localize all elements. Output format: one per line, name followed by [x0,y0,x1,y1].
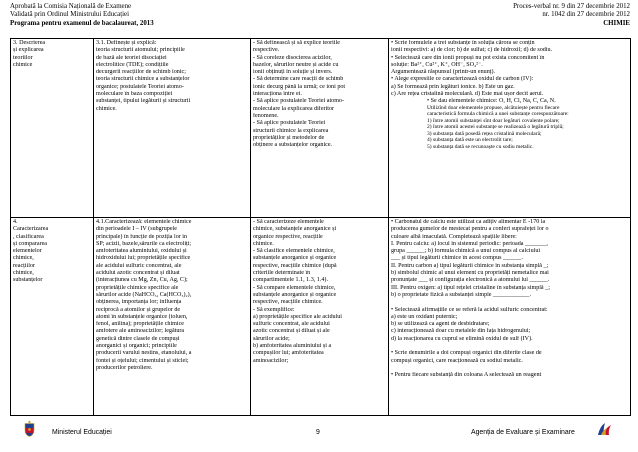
cell-text-line: chimice, [13,255,34,262]
cell-text-line: genetică dintre clasele de compuși [96,335,180,342]
cell-text-line: chimice, substanțele anorganice și [253,226,337,233]
agency-logo-icon [597,422,613,436]
cell-text-line: hidroxidului lui; proprietățile specifice [96,255,191,262]
cell-text-line: chimice. [96,105,117,112]
cell-text-line: sărurilor acide (NaHCO₃, Ca(HCO₃)₂), [96,291,192,298]
cell-text-line: culoare albă imaculată. Completează spațiile libere: [391,233,517,240]
cell-text-line [391,365,628,372]
cell-text-line: substanței, tipului legăturii și structurii [96,98,191,105]
curriculum-table [10,38,631,416]
cell-text-line: ionii obținuți în soluție și invers. [253,69,333,76]
cell-text-line: • Scrie formulele a trei substanțe în soluția cărora se conțin [391,40,535,46]
cell-text-line: atomi în substanțele organice (toluen, [96,313,188,320]
cell-lines [13,40,91,69]
cell-text-line: (interacțiunea cu Mg, Zn, Cu, Ag, C); [96,277,188,284]
cell-text-line: aminoacizilor; [253,357,289,364]
cell-text-line: interacționa între ei. [253,91,302,98]
cell-text-line: respective. [253,47,280,54]
objectives-cell [251,218,389,416]
cell-text-line: Caracterizarea [13,226,49,233]
content-cell [94,218,251,416]
cell-text-line: I. Pentru calciu: a) locul în sistemul periodic: perioada _______, [391,240,548,247]
cell-text-line: azotic concentrat și diluat și ale [253,328,330,335]
cell-text-line: și explicarea [13,47,44,54]
cell-text-line: ___ și tipul legăturii chimice în acest compus ______. [391,255,523,262]
cell-lines [391,40,628,98]
cell-text-line: • Selectează afirmațiile ce se referă la acidul sulfuric concentrat: [391,306,548,313]
cell-text-line: sărurilor acide; [253,335,290,342]
objectives-cell [251,39,389,218]
cell-text-line: • Selectează care din ionii propuși nu pot exista concomitent în [391,54,545,61]
subject-name: CHIMIE [603,19,630,27]
approval-line: Aprobată la Comisia Națională de Examene [10,3,132,10]
cell-text-line: producerea gumelor de mestecat pentru a conferi suprafeței lor o [391,226,549,233]
cell-text-line: substanțele anorganice și organice [253,291,337,298]
cell-text-line: - Să compare elementele chimice, [253,284,336,291]
cell-text-line: moleculare în baza compoziției [96,91,173,98]
cell-text-line [391,299,628,306]
page-footer [0,416,638,452]
cell-text-line: - Să determine care reacții de schimb [253,76,344,83]
exercise-items [391,98,628,150]
cell-text-line: - Să coreleze disocierea acizilor, [253,54,332,61]
cell-text-line: organice; postulatele Teoriei atomo- [96,83,184,90]
cell-text-line: 4.1.Caracterizează: elementele chimice [96,219,192,225]
cell-text-line: moleculare la explicarea diferitor [253,105,335,112]
table-row [11,39,631,218]
cell-text-line: compuși organici, care reacționează cu sodiul metalic. [391,357,523,364]
cell-text-line: respective, reacțiile chimice (după [253,262,337,269]
cell-lines [13,219,91,285]
cell-text-line: ionii respectivi: a) de clor; b) de sulfat; c) de hidroxil; d) de sodiu. [391,47,553,54]
cell-text-line: ale acidului sulfuric concentrat, ale [96,262,182,269]
cell-text-line: proprietăților și metodelor de [253,134,325,141]
cell-text-line: Argumentează răspunsul (printr-un enunț). [391,69,496,76]
cell-text-line: substanțelor [13,277,43,284]
cell-text-line: reacțiilor [13,262,35,269]
cell-text-line: • Alege expresiile ce caracterizează oxidul de carbon (IV): [391,76,534,83]
cell-text-line: bazelor, sărurilor neutre și acide cu [253,61,339,68]
cell-text-line: amfoteritatea aluminiului, oxidului și [96,248,187,255]
cell-text-line: • Scrie denumirile a doi compuși organici din diferite clase de [391,350,542,357]
cell-text-line: organice respective, reacțiile [253,233,323,240]
protocol-line: Proces-verbal nr. 9 din 27 decembrie 2012 [513,3,630,10]
cell-text-line: chimice [13,61,33,68]
cell-text-line: soluție: Ba²⁺, Cu²⁺, K⁺, OH⁻, SO₄²⁻. [391,61,483,68]
cell-text-line: 1) între atomii substanței sînt doar legături covalente polare; [427,117,560,124]
cell-text-line: • Se dau elementele chimice: O, H, Cl, Na, C, Ca, N. [427,98,556,105]
cell-text-line: - Să clasifice elementele chimice, [253,248,335,255]
cell-text-line: anorganici și organici; principiile [96,343,177,350]
cell-text-line: • Carbonatul de calciu este utilizat ca adițiv alimentar E -170 la [391,219,546,225]
cell-text-line: sulfuric concentrat, ale acidului [253,321,330,328]
cell-text-line: de bază ale teoriei disociației [96,54,167,61]
page-number: 9 [316,429,320,436]
cell-text-line: teoria structurii chimice a substanțelor [96,76,190,83]
competence-cell [11,218,94,416]
cell-text-line: - Să caracterizeze elementele [253,219,324,225]
cell-text-line: ionic decurg până la urmă; ce ioni pot [253,83,346,90]
cell-text-line: SP; acizii, bazele,sărurile ca electroliți; [96,240,192,247]
cell-text-line: elementelor [13,248,42,255]
cell-text-line: respective, reacțiile chimice. [253,299,323,306]
cell-text-line: 4) substanța dată este un electrolit tare; [427,137,513,144]
cell-lines [391,219,628,380]
cell-text-line: III. Pentru oxigen: a) tipul rețelei cristaline în substanța simplă _; [391,284,550,291]
moldova-crest-icon [24,420,35,437]
cell-text-line: teoria structurii atomului; principiile [96,47,185,54]
cell-text-line: reciprocă a atomilor și grupelor de [96,306,181,313]
cell-text-line: fontei și oțelului; cimentului și sticlei; [96,357,189,364]
cell-lines [253,219,386,365]
cell-text-line: Utilizînd doar elementele propuse, alcătuiește pentru fiecare [427,104,560,111]
cell-text-line: d) la reacționarea cu cuprul se elimină oxidul de sulf (IV). [391,335,533,342]
cell-text-line: b) o proprietate fizică a substanței simple ____________. [391,291,532,298]
competence-cell [11,39,94,218]
cell-text-line: c) Are rețea cristalină moleculară. d) Este mai ușor decît aerul. [391,91,544,98]
cell-text-line: 3.1. Definește și explică: [96,40,157,46]
cell-text-line: pronunțate ___ și configurația electronică a atomului lui ______. [391,277,550,284]
cell-text-line: structurii chimice la explicarea [253,127,329,134]
examples-cell [389,218,631,416]
validation-line: Validată prin Ordinul Ministrului Educației [10,11,130,19]
cell-text-line: - Să aplice postulatele Teoriei atomo- [253,98,345,105]
cell-text-line: fenomene. [253,112,279,119]
cell-text-line: a) proprietățile specifice ale acidului [253,313,342,320]
cell-text-line: 5) substanța dată se recunoaște cu sodiu metalic. [427,143,534,150]
cell-text-line: grupa ______; b) formula chimică a unui compus al calciului [391,248,541,255]
cell-text-line: și compararea [13,240,48,247]
cell-text-line: - Să exemplifice: [253,306,295,313]
cell-text-line: - Să aplice postulatele Teoriei [253,120,326,127]
cell-text-line: 4. [13,219,18,225]
cell-text-line: , clasificarea [13,233,44,240]
cell-text-line: producerii varului nestins, etanolului, a [96,350,192,357]
cell-text-line: fenol, anilina); proprietățile chimice [96,321,184,328]
page-header [10,3,630,28]
cell-text-line: teoriilor [13,54,33,61]
footer-agency: Agenția de Evaluare și Examinare [471,429,575,436]
cell-text-line: b) simbolul chimic al unui element cu proprietăți nemetalice mai [391,270,549,277]
cell-text-line: electrolitice (TDE); condițiile [96,61,169,68]
cell-text-line: caracteristică formula chimică a unei substanțe corespunzătoare: [427,111,569,118]
cell-text-line: principale) în funcție de poziția lor în [96,233,188,240]
cell-text-line: - Să definească și să explice teoriile [253,40,340,46]
cell-text-line: compartimentele 1.1, 1.3, 1.4). [253,277,328,284]
cell-text-line: chimice, [13,270,34,277]
content-cell [94,39,251,218]
order-number-line: nr. 1042 din 27 decembrie 2012 [542,11,630,19]
cell-lines [96,219,248,372]
cell-text-line: chimice. [253,240,274,247]
cell-text-line: c) interacționează doar cu metalele din fața hidrogenului; [391,328,531,335]
cell-text-line: decurgerii reacțiilor de schimb ionic; [96,69,186,76]
cell-text-line: obținerea, importanța lor; influența [96,299,182,306]
cell-text-line: 3) substanța dată posedă rețea cristalină moleculară; [427,130,542,137]
cell-text-line: 2) între atomii acestei substanțe se realizează o legătură triplă; [427,124,564,131]
cell-text-line: II. Pentru carbon a) tipul legăturii chimice în substanța simplă _; [391,262,549,269]
cell-text-line: substanțele anorganice și organice [253,255,337,262]
footer-ministry: Ministerul Educației [52,429,112,436]
cell-text-line [391,343,628,350]
cell-text-line: din perioadele I – IV (subgrupele [96,226,177,233]
cell-text-line: b) amfoteritatea aluminiului și a [253,343,332,350]
cell-text-line: a) este un oxidant puternic; [391,313,458,320]
cell-text-line: criteriile determinate în [253,270,311,277]
cell-text-line: • Pentru fiecare substanță din coloana A selectează un reagent [391,372,542,379]
cell-text-line: 3. Descrierea [13,40,46,46]
program-title: Programa pentru examenul de bacalaureat, 2013 [10,19,154,27]
examples-cell [389,39,631,218]
cell-text-line: a) Se formează prin legături ionice. b) Este un gaz. [391,83,515,90]
table-row [11,218,631,416]
cell-text-line: producerilor petroliere. [96,364,153,371]
cell-text-line: b) se utilizează ca agent de desbidratare; [391,321,490,328]
cell-lines [253,40,386,149]
cell-text-line: proprietățile chimice specifice ale [96,284,179,291]
cell-text-line: amfotere ale aminoacizilor; legătura [96,328,185,335]
cell-lines [96,40,248,113]
cell-text-line: obținere a substanțelor organice. [253,142,333,149]
cell-text-line: acidului azotic concentrat și diluat [96,270,180,277]
cell-text-line: compușilor lui; amfoteritatea [253,350,324,357]
